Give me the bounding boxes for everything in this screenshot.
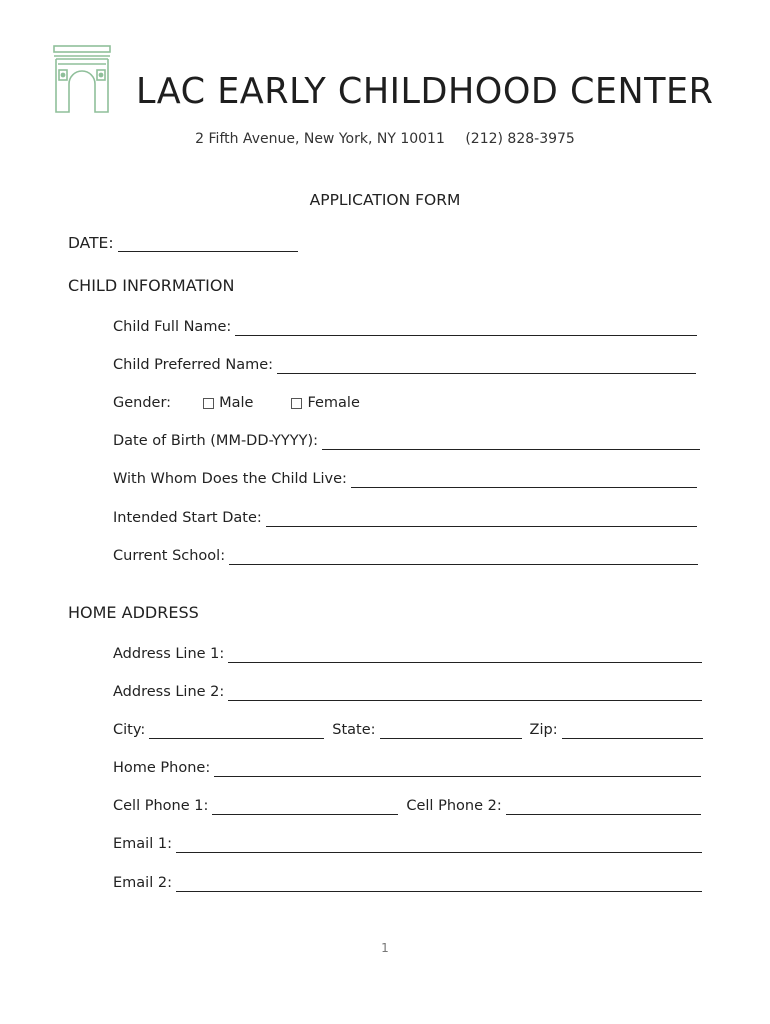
home-phone-label: Home Phone: [113, 760, 211, 776]
email2-row [113, 872, 702, 892]
child-preferred-name-row [113, 354, 696, 374]
home-phone-field[interactable] [214, 762, 701, 777]
cell-phone2-field[interactable] [506, 800, 701, 815]
start-date-row [113, 507, 697, 527]
zip-label: Zip: [529, 722, 558, 738]
male-checkbox[interactable] [203, 398, 214, 409]
child-info-heading: CHILD INFORMATION [68, 276, 235, 295]
current-school-field[interactable] [229, 550, 698, 565]
cell-phone2-label: Cell Phone 2: [406, 798, 502, 814]
dob-label: Date of Birth (MM-DD-YYYY): [113, 433, 318, 449]
arch-logo-icon [52, 44, 112, 114]
email1-row [113, 833, 702, 853]
city-label: City: [113, 722, 146, 738]
lives-with-field[interactable] [351, 473, 697, 488]
female-checkbox[interactable] [291, 398, 302, 409]
address-line2-label: Address Line 2: [113, 684, 225, 700]
lives-with-label: With Whom Does the Child Live: [113, 471, 347, 487]
date-field[interactable] [118, 237, 298, 252]
current-school-label: Current School: [113, 548, 226, 564]
contact-line [0, 131, 770, 147]
date-row [68, 232, 298, 252]
city-state-zip-row [113, 719, 703, 739]
zip-field[interactable] [562, 724, 703, 739]
dob-row [113, 430, 700, 450]
gender-label: Gender: [113, 395, 172, 411]
date-label: DATE: [68, 234, 114, 252]
address-line1-label: Address Line 1: [113, 646, 225, 662]
child-full-name-label: Child Full Name: [113, 319, 232, 335]
address-line2-row [113, 681, 702, 701]
email1-field[interactable] [176, 838, 702, 853]
child-preferred-name-field[interactable] [277, 359, 696, 374]
child-full-name-field[interactable] [235, 321, 697, 336]
home-phone-row [113, 757, 701, 777]
male-label: Male [219, 395, 254, 411]
gender-male-option[interactable] [203, 394, 253, 412]
cell-phones-row [113, 795, 701, 815]
female-label: Female [307, 395, 360, 411]
city-field[interactable] [149, 724, 324, 739]
start-date-field[interactable] [266, 512, 697, 527]
cell-phone1-label: Cell Phone 1: [113, 798, 209, 814]
cell-phone1-field[interactable] [212, 800, 398, 815]
address-line2-field[interactable] [228, 686, 702, 701]
lives-with-row [113, 468, 697, 488]
address-line1-field[interactable] [228, 648, 702, 663]
state-field[interactable] [380, 724, 522, 739]
gender-female-option[interactable] [291, 394, 359, 412]
child-full-name-row [113, 316, 697, 336]
email1-label: Email 1: [113, 836, 172, 852]
street-address: 2 Fifth Avenue, New York, NY 10011 [195, 131, 445, 147]
home-address-heading: HOME ADDRESS [68, 603, 199, 622]
dob-field[interactable] [322, 435, 700, 450]
phone-number: (212) 828-3975 [465, 131, 575, 147]
gender-row [113, 392, 413, 412]
org-name: LAC EARLY CHILDHOOD CENTER [136, 71, 714, 113]
email2-label: Email 2: [113, 875, 172, 891]
page-number: 1 [381, 941, 389, 955]
form-title: APPLICATION FORM [309, 191, 461, 209]
email2-field[interactable] [176, 877, 702, 892]
address-line1-row [113, 643, 702, 663]
state-label: State: [332, 722, 376, 738]
current-school-row [113, 545, 698, 565]
child-preferred-name-label: Child Preferred Name: [113, 357, 274, 373]
start-date-label: Intended Start Date: [113, 510, 262, 526]
